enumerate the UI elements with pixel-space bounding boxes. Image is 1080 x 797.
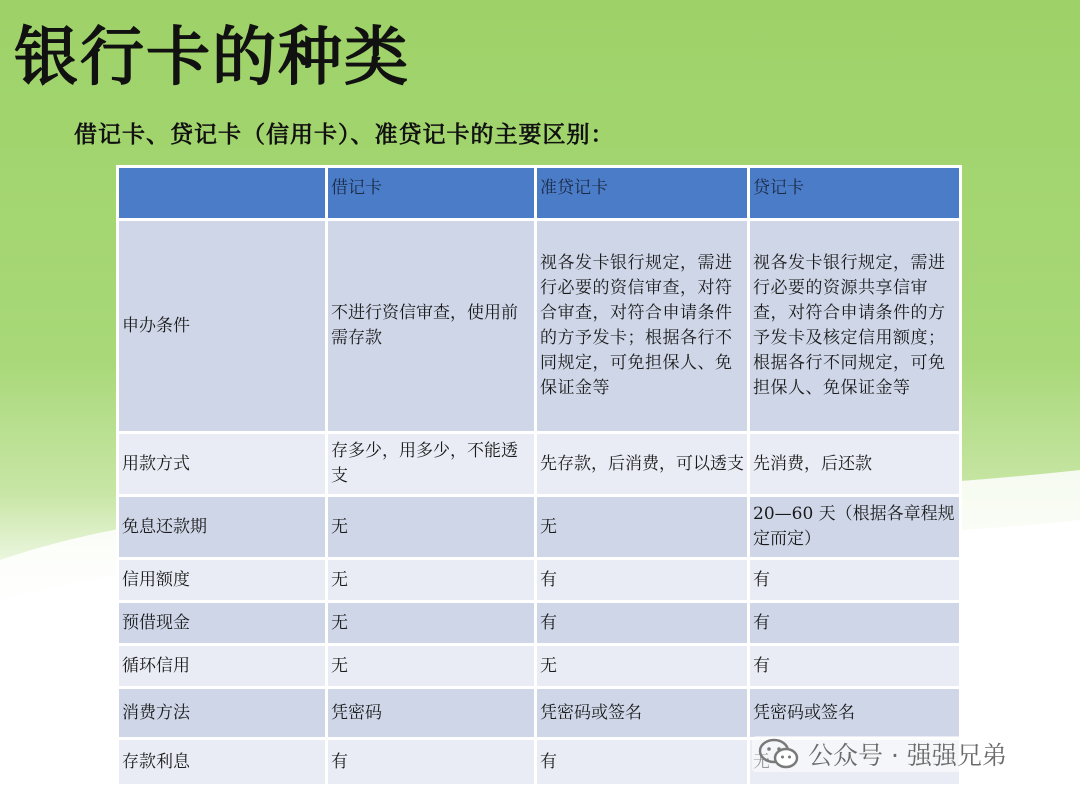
table-row (118, 688, 961, 739)
watermark-text: 公众号 · 强强兄弟 (808, 741, 1007, 770)
table-cell: 凭密码 (327, 688, 536, 739)
table-cell: 有 (536, 559, 749, 602)
comparison-table (116, 165, 962, 787)
table-cell: 无 (327, 496, 536, 559)
table-cell: 先消费，后还款 (749, 433, 961, 496)
table-cell: 有 (327, 739, 536, 786)
slide-title: 银行卡的种类 (14, 21, 410, 95)
table-cell: 视各发卡银行规定，需进行必要的资信审查，对符合审查，对符合申请条件的方予发卡；根据各行不同规定，可免担保人、免保证金等 (536, 220, 749, 433)
table-cell: 存多少，用多少，不能透支 (327, 433, 536, 496)
table-row (118, 433, 961, 496)
header-credit-card: 贷记卡 (749, 167, 961, 220)
table-row (118, 496, 961, 559)
row-label: 消费方法 (118, 688, 327, 739)
table-row (118, 220, 961, 433)
table-row (118, 645, 961, 688)
table-cell: 凭密码或签名 (536, 688, 749, 739)
wechat-icon (758, 738, 800, 770)
table-row (118, 559, 961, 602)
row-label: 循环信用 (118, 645, 327, 688)
header-debit-card: 借记卡 (327, 167, 536, 220)
table-row (118, 602, 961, 645)
table-cell: 有 (536, 739, 749, 786)
slide-subtitle: 借记卡、贷记卡（信用卡）、准贷记卡的主要区别： (74, 122, 615, 148)
table-cell: 凭密码或签名 (749, 688, 961, 739)
row-label: 预借现金 (118, 602, 327, 645)
table-cell: 不进行资信审查，使用前需存款 (327, 220, 536, 433)
row-label: 用款方式 (118, 433, 327, 496)
table-cell: 有 (536, 602, 749, 645)
table-cell: 无 (327, 602, 536, 645)
row-label: 申办条件 (118, 220, 327, 433)
table-cell: 有 (749, 645, 961, 688)
row-label: 信用额度 (118, 559, 327, 602)
table-cell: 无 (536, 496, 749, 559)
table-cell: 无 (327, 559, 536, 602)
table-cell: 有 (749, 559, 961, 602)
header-corner (118, 167, 327, 220)
table-cell: 视各发卡银行规定，需进行必要的资源共享信审查，对符合申请条件的方予发卡及核定信用额度；根据各行不同规定，可免担保人、免保证金等 (749, 220, 961, 433)
table-cell: 无 (536, 645, 749, 688)
row-label: 存款利息 (118, 739, 327, 786)
header-quasi-credit-card: 准贷记卡 (536, 167, 749, 220)
row-label: 免息还款期 (118, 496, 327, 559)
table-header-row (118, 167, 961, 220)
table-cell: 20—60 天（根据各章程规定而定） (749, 496, 961, 559)
table-cell: 先存款，后消费，可以透支 (536, 433, 749, 496)
table-cell: 无 (327, 645, 536, 688)
table-cell: 有 (749, 602, 961, 645)
watermark (752, 736, 1013, 772)
